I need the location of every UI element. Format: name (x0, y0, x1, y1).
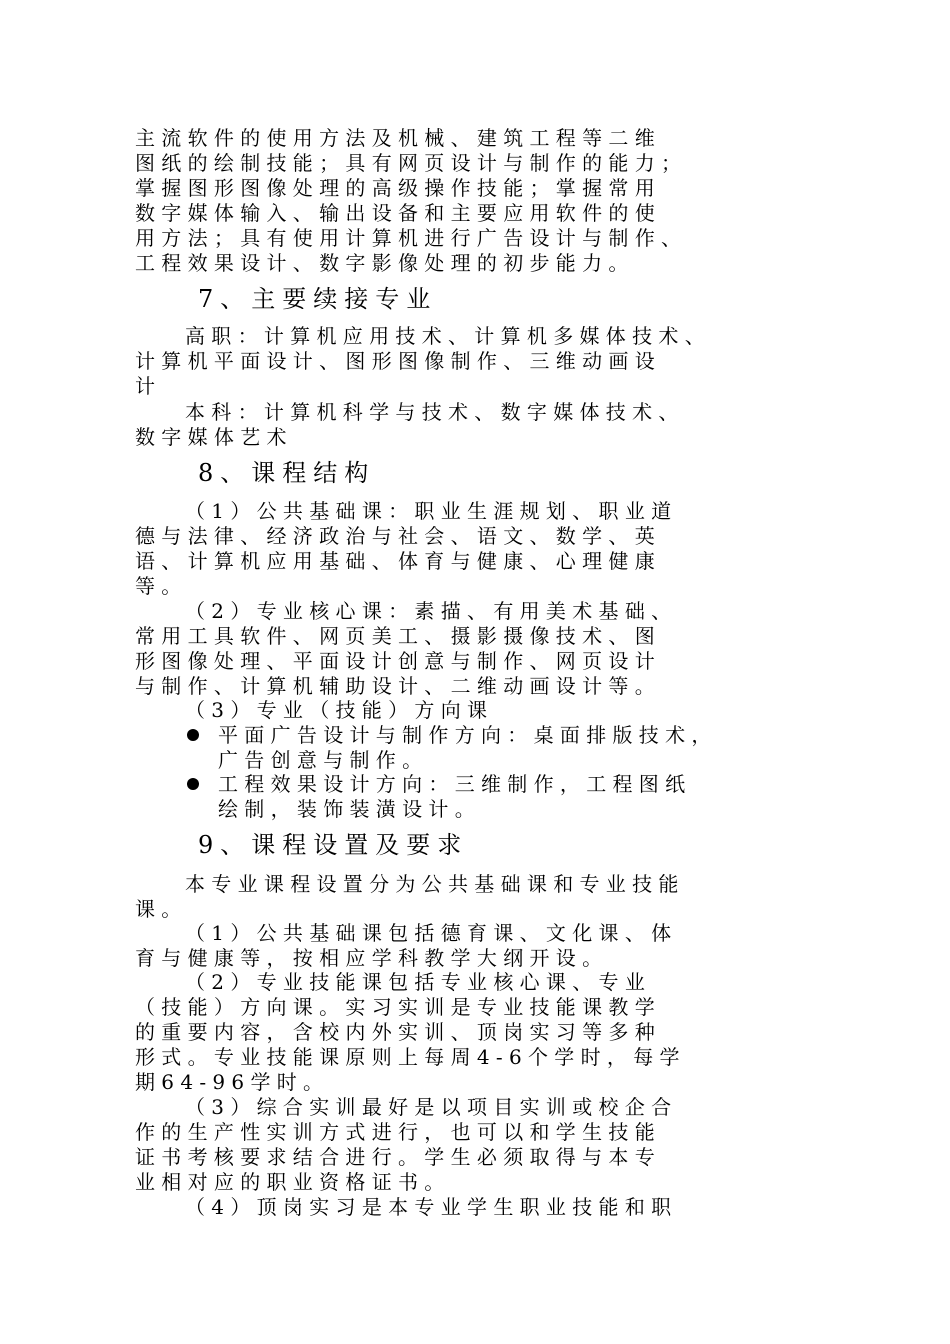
body-line: （4）顶岗实习是本专业学生职业技能和职 (185, 1195, 678, 1219)
bullet-item-line: 平面广告设计与制作方向：桌面排版技术， (218, 723, 718, 747)
body-line: 常用工具软件、网页美工、摄影摄像技术、图 (135, 624, 661, 648)
body-line: 的重要内容，含校内外实训、顶岗实习等多种 (135, 1020, 661, 1044)
body-line: 与制作、计算机辅助设计、二维动画设计等。 (135, 674, 661, 698)
section-heading-9: 9、课程设置及要求 (198, 831, 469, 859)
body-line: 业相对应的职业资格证书。 (135, 1170, 451, 1194)
body-line: 用方法；具有使用计算机进行广告设计与制作、 (135, 226, 688, 250)
bullet-icon (187, 778, 199, 790)
body-line: 高职：计算机应用技术、计算机多媒体技术、 (185, 324, 711, 348)
body-line: （3）专业（技能）方向课 (185, 698, 494, 722)
body-line: （3）综合实训最好是以项目实训或校企合 (185, 1095, 678, 1119)
body-line: 本专业课程设置分为公共基础课和专业技能 (185, 872, 685, 896)
bullet-item-line: 工程效果设计方向：三维制作，工程图纸 (218, 772, 692, 796)
body-line: （1）公共基础课：职业生涯规划、职业道 (185, 499, 678, 523)
body-line: 等。 (135, 574, 188, 598)
body-line: （2）专业技能课包括专业核心课、专业 (185, 970, 652, 994)
body-line: （技能）方向课。实习实训是专业技能课教学 (135, 995, 661, 1019)
body-line: （1）公共基础课包括德育课、文化课、体 (185, 921, 678, 945)
body-line: 计 (135, 374, 162, 398)
body-line: 工程效果设计、数字影像处理的初步能力。 (135, 251, 635, 275)
body-line: 作的生产性实训方式进行，也可以和学生技能 (135, 1120, 661, 1144)
body-line: 掌握图形图像处理的高级操作技能；掌握常用 (135, 176, 661, 200)
body-line: 数字媒体输入、输出设备和主要应用软件的使 (135, 201, 661, 225)
body-line: 计算机平面设计、图形图像制作、三维动画设 (135, 349, 661, 373)
body-line: 数字媒体艺术 (135, 425, 293, 449)
body-line: 语、计算机应用基础、体育与健康、心理健康 (135, 549, 661, 573)
section-heading-7: 7、主要续接专业 (198, 285, 438, 313)
section-heading-8: 8、课程结构 (198, 459, 376, 487)
body-line: 育与健康等，按相应学科教学大纲开设。 (135, 946, 609, 970)
body-line: （2）专业核心课：素描、有用美术基础、 (185, 599, 678, 623)
bullet-item-line: 绘制，装饰装潢设计。 (218, 797, 481, 821)
body-line: 证书考核要求结合进行。学生必须取得与本专 (135, 1145, 661, 1169)
body-line: 本科：计算机科学与技术、数字媒体技术、 (185, 400, 685, 424)
body-line: 德与法律、经济政治与社会、语文、数学、英 (135, 524, 661, 548)
body-line: 课。 (135, 897, 188, 921)
body-line: 形图像处理、平面设计创意与制作、网页设计 (135, 649, 661, 673)
body-line: 期64-96学时。 (135, 1070, 330, 1094)
body-line: 主流软件的使用方法及机械、建筑工程等二维 (135, 126, 661, 150)
bullet-item-line: 广告创意与制作。 (218, 748, 429, 772)
body-line: 图纸的绘制技能；具有网页设计与制作的能力； (135, 151, 688, 175)
body-line: 形式。专业技能课原则上每周4-6个学时，每学 (135, 1045, 686, 1069)
bullet-icon (187, 729, 199, 741)
